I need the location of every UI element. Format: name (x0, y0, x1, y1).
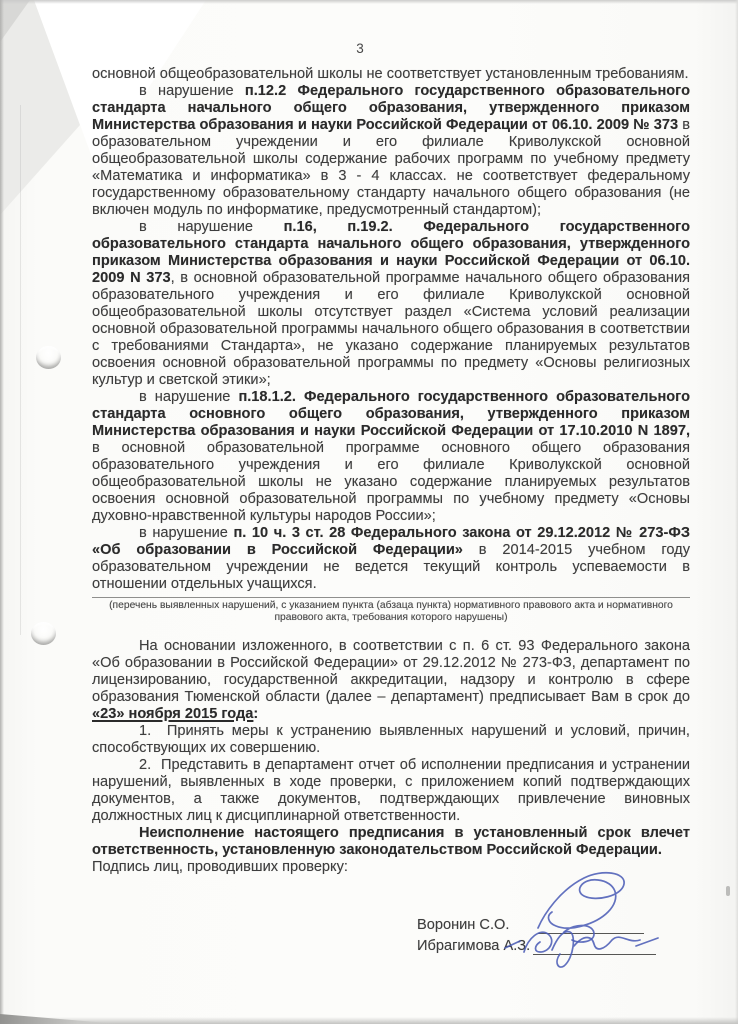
text-run: в нарушение (139, 389, 239, 405)
punch-hole (31, 622, 56, 645)
paragraph-continuation (92, 66, 690, 83)
page-number: 3 (356, 41, 364, 56)
text-run: : (253, 706, 259, 722)
text-run: в образовательном учреждении и его филиале Криволукской основной общеобразовательной школы содержание рабочих программ по учебному предмету «Математика и информатика» в 3 - 4 классах. не соответствует федеральному государственному образовательному стандарту начального общего образования (не включен модуль по информатике, предусмотренный стандартом); (92, 117, 691, 218)
text-run: в нарушение (139, 219, 284, 235)
text-run: 2. Представить в департамент отчет об исполнении предписания и устранении нарушений, выявленных в ходе проверки, с приложением копий подтверждающих документов, а также документов, подтверждающих привлечение виновных должностных лиц к дисциплинарной ответственности. (92, 757, 690, 824)
violation-paragraph-2 (92, 219, 690, 389)
text-run: Подпись лиц, проводивших проверку: (92, 859, 348, 875)
text-run: На основании изложенного, в соответствии с п. 6 ст. 93 Федерального закона «Об образовании в Российской Федерации» от 29.12.2012 № 273-ФЗ, департамент по лицензированию, государственной аккредитации, надзору и контролю в сфере образования Тюменской области (далее – департамент) предписывает Вам в срок до (92, 638, 690, 705)
law-reference: п.16, п.19.2. Федерального государственного образовательного стандарта начального общего образования, утвержденного приказом Министерства образования и науки Российской Федерации от 06.10. 2009 N 373 (92, 219, 690, 286)
signature-ink-first (538, 873, 624, 942)
text-run: основной общеобразовательной школы не соответствует установленным требованиям. (92, 66, 689, 82)
scan-edge-top (0, 0, 738, 4)
order-item-1 (92, 723, 690, 757)
handwritten-signatures (500, 862, 675, 974)
text-run: 1. Принять меры к устранению выявленных нарушений и условий, причин, способствующих их совершению. (92, 723, 690, 756)
text-run: в нарушение (139, 525, 234, 541)
scan-edge-left (0, 0, 4, 1024)
law-reference: п.12.2 Федерального государственного образовательного стандарта начального общего образования, утвержденного приказом Министерства образования и науки Российской Федерации от 06.10. 2009 № 373 (92, 83, 690, 133)
law-reference: п.18.1.2. Федерального государственного образовательного стандарта основного общего образования, утвержденного приказом Министерства образования и науки Российской Федерации от 17.10.2010 N 1897, (92, 389, 690, 439)
warning-paragraph (92, 825, 690, 859)
text-run: , в основной образовательной программе начального общего образования образовательного учреждения и его филиале Криволукской основной общеобразовательной школы отсутствует раздел «Система условий реализации основной образовательной программы начального общего образования в соответствии с требованиями Стандарта», не указано содержание планируемых результатов освоения основной образовательной программы по предмету «Основы религиозных культур и светской этики»; (92, 270, 690, 388)
deadline-date: «23» ноября 2015 года (92, 706, 254, 722)
text-run: в 2014-2015 учебном году образовательном учреждении не ведется текущий контроль успеваемости в отношении отдельных учащихся. (92, 542, 690, 592)
signature-ink-second (505, 932, 658, 967)
violation-paragraph-3 (92, 389, 690, 525)
warning-text: Неисполнение настоящего предписания в установленный срок влечет ответственность, установленную законодательством Российской Федерации. (92, 825, 690, 858)
text-run: в основной образовательной программе основного общего образования образовательного учреждения и его филиале Криволукской основной общеобразовательной школы не указано содержание планируемых результатов освоения основной образовательной программы по учебному предмету «Основы духовно-нравственной культуры народов России»; (92, 440, 690, 524)
scan-smudge (726, 886, 730, 896)
law-reference: п. 10 ч. 3 ст. 28 Федерального закона от 29.12.2012 № 273-ФЗ «Об образовании в Российской Федерации» (92, 525, 690, 558)
paper-fold-line (20, 105, 21, 635)
punch-hole (36, 346, 61, 369)
document-body (92, 66, 690, 876)
signer-name-second: Ибрагимова А.З. (417, 938, 531, 954)
footnote-text: (перечень выявленных нарушений, с указанием пункта (абзаца пункта) нормативного правового акта и нормативного правового акта, требования которого нарушены) (109, 600, 673, 623)
violation-paragraph-1 (92, 83, 690, 219)
order-paragraph (92, 638, 690, 723)
scan-edge-bottom (0, 1017, 738, 1024)
violation-paragraph-4 (92, 525, 690, 593)
footnote (92, 597, 690, 623)
signer-name-first: Воронин С.О. (417, 917, 510, 933)
text-run: в нарушение (139, 83, 245, 99)
order-item-2 (92, 757, 690, 825)
